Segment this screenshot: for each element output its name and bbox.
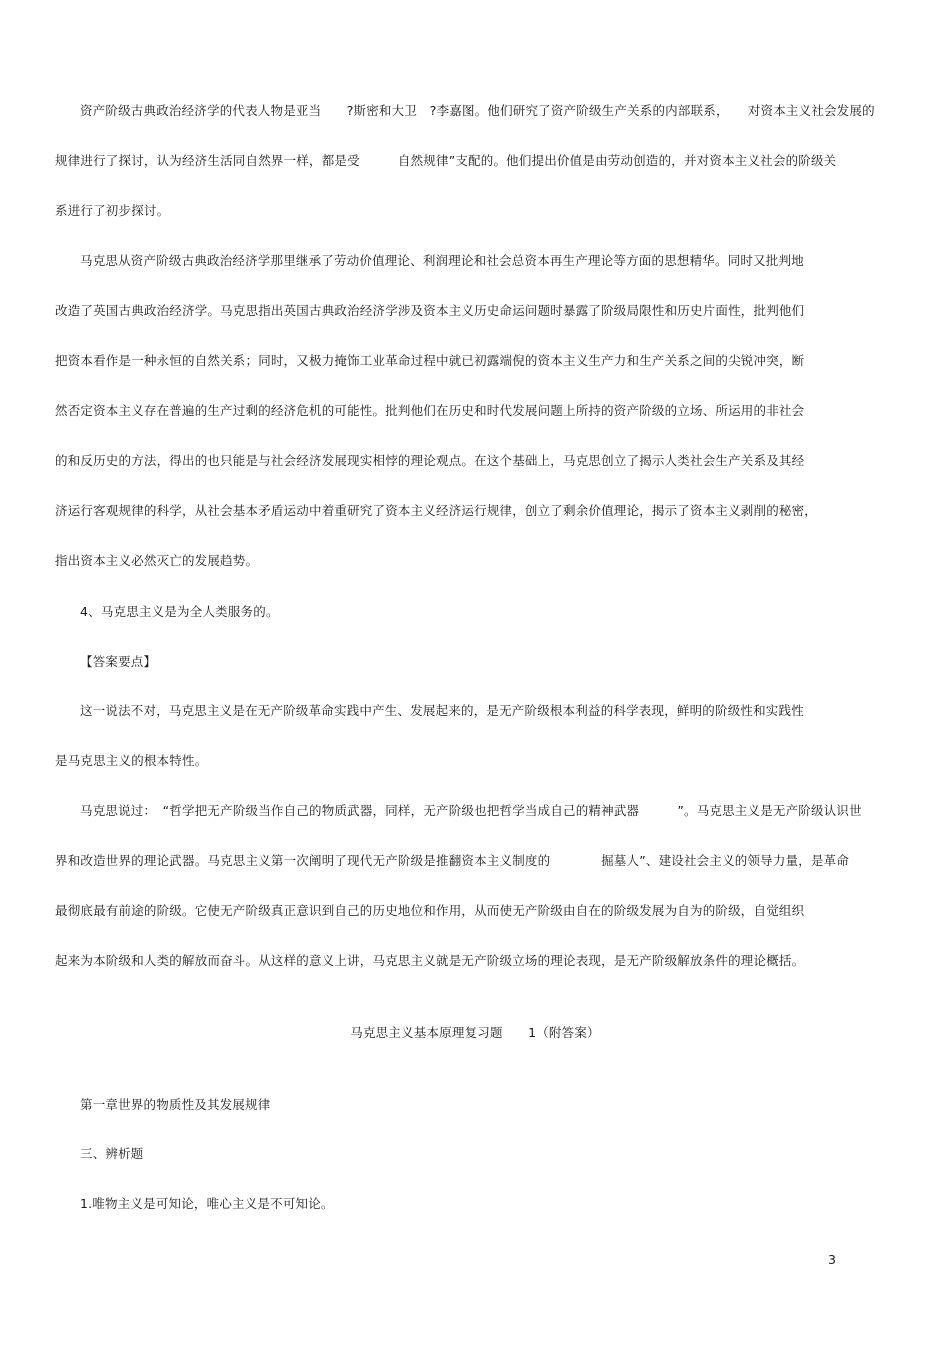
paragraph-2-line-4: 然否定资本主义存在普遍的生产过剩的经济危机的可能性。批判他们在历史和时代发展问题上所持的资产阶级的立场、所运用的非社会 — [55, 403, 805, 418]
paragraph-2-line-7: 指出资本主义必然灭亡的发展趋势。 — [55, 553, 259, 568]
page-number: 3 — [828, 1252, 836, 1267]
question-4: 4、马克思主义是为全人类服务的。 — [80, 604, 279, 619]
chapter-heading: 第一章世界的物质性及其发展规律 — [80, 1097, 271, 1112]
section-title: 马克思主义基本原理复习题 1（附答案） — [350, 1025, 600, 1040]
paragraph-2-line-3: 把资本看作是一种永恒的自然关系；同时，又极力掩饰工业革命过程中就已初露端倪的资本主义生产力和生产关系之间的尖锐冲突，断 — [55, 353, 805, 368]
paragraph-4-line-4: 起来为本阶级和人类的解放而奋斗。从这样的意义上讲，马克思主义就是无产阶级立场的理论表现，是无产阶级解放条件的理论概括。 — [55, 953, 805, 968]
paragraph-3-line-1: 这一说法不对，马克思主义是在无产阶级革命实践中产生、发展起来的，是无产阶级根本利益的科学表现，鲜明的阶级性和实践性 — [80, 703, 804, 718]
paragraph-2-line-5: 的和反历史的方法，得出的也只能是与社会经济发展现实相悖的理论观点。在这个基础上，马克思创立了揭示人类社会生产关系及其经 — [55, 453, 805, 468]
paragraph-2-line-6: 济运行客观规律的科学，从社会基本矛盾运动中着重研究了资本主义经济运行规律，创立了剩余价值理论，揭示了资本主义剥削的秘密， — [55, 503, 818, 518]
paragraph-1-line-3: 系进行了初步探讨。 — [55, 203, 170, 218]
paragraph-1-line-2: 规律进行了探讨，认为经济生活同自然界一样，都是受 自然规律”支配的。他们提出价值是由劳动创造的，并对资本主义社会的阶级关 — [55, 153, 837, 168]
question-type-heading: 三、辨析题 — [80, 1146, 144, 1161]
paragraph-4-line-1: 马克思说过： “哲学把无产阶级当作自己的物质武器，同样，无产阶级也把哲学当成自己的精神武器 ”。马克思主义是无产阶级认识世 — [80, 803, 862, 818]
paragraph-4-line-2: 界和改造世界的理论武器。马克思主义第一次阐明了现代无产阶级是推翻资本主义制度的 掘墓人”、建设社会主义的领导力量，是革命 — [55, 853, 850, 868]
answer-heading: 【答案要点】 — [80, 654, 157, 669]
paragraph-2-line-1: 马克思从资产阶级古典政治经济学那里继承了劳动价值理论、利润理论和社会总资本再生产理论等方面的思想精华。同时又批判地 — [80, 253, 804, 268]
paragraph-4-line-3: 最彻底最有前途的阶级。它使无产阶级真正意识到自己的历史地位和作用，从而使无产阶级由自在的阶级发展为自为的阶级，自觉组织 — [55, 903, 805, 918]
question-1: 1.唯物主义是可知论，唯心主义是不可知论。 — [80, 1196, 334, 1211]
paragraph-3-line-2: 是马克思主义的根本特性。 — [55, 753, 208, 768]
paragraph-2-line-2: 改造了英国古典政治经济学。马克思指出英国古典政治经济学涉及资本主义历史命运问题时暴露了阶级局限性和历史片面性，批判他们 — [55, 303, 805, 318]
paragraph-1-line-1: 资产阶级古典政治经济学的代表人物是亚当 ?斯密和大卫 ?李嘉图。他们研究了资产阶级生产关系的内部联系， 对资本主义社会发展的 — [80, 103, 875, 118]
